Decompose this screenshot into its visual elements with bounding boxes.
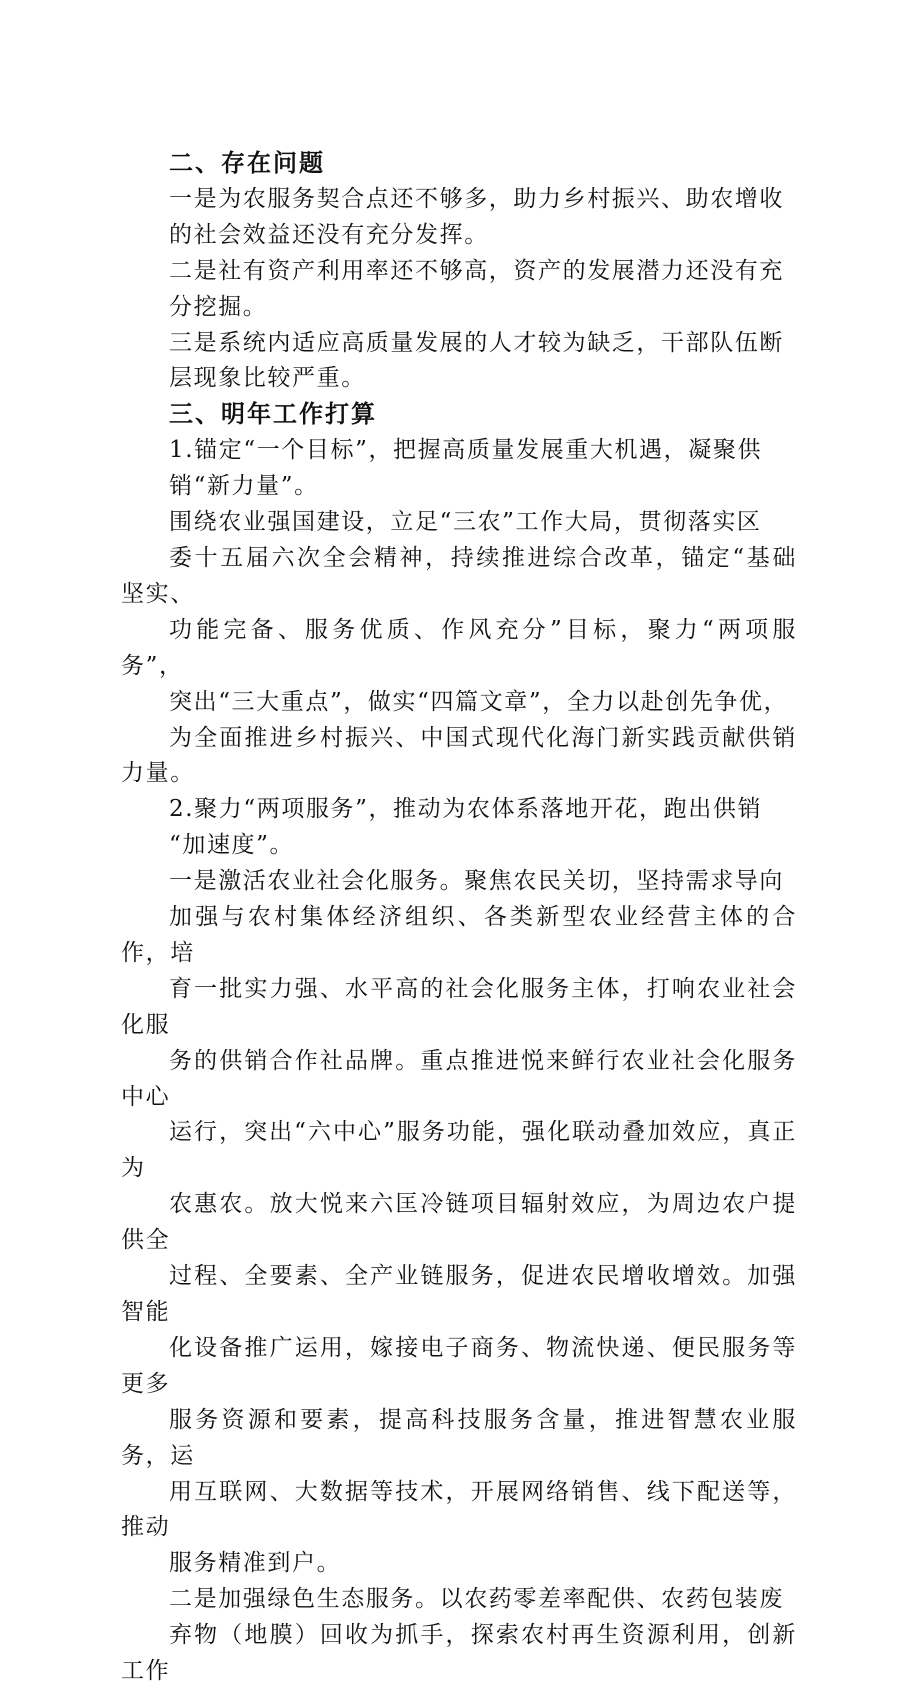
text-line: 二是加强绿色生态服务。以农药零差率配供、农药包装废 [169, 1586, 784, 1613]
text-line: 务的供销合作社品牌。重点推进悦来鲜行农业社会化服务中心 [121, 1047, 797, 1110]
text-line: 农惠农。放大悦来六匡冷链项目辐射效应，为周边农户提供全 [121, 1191, 797, 1254]
text-line: 1.锚定“一个目标”，把握高质量发展重大机遇，凝聚供 [169, 437, 763, 464]
paragraph [121, 182, 797, 254]
text-line: 2.聚力“两项服务”，推动为农体系落地开花，跑出供销 [169, 796, 763, 823]
text-line: 加强与农村集体经济组织、各类新型农业经营主体的合作，培 [121, 904, 797, 966]
paragraph [121, 254, 797, 326]
text-line: 功能完备、服务优质、作风充分”目标，聚力“两项服务”， [121, 616, 797, 679]
text-line: 二是社有资产利用率还不够高，资产的发展潜力还没有充 [169, 257, 784, 284]
text-line: 一是激活农业社会化服务。聚焦农民关切，坚持需求导向 [169, 868, 784, 895]
section-body-plan [121, 433, 797, 1690]
text-line: 分挖掘。 [169, 293, 268, 320]
text-line: 销“新力量”。 [169, 473, 319, 500]
text-line: 用互联网、大数据等技术，开展网络销售、线下配送等，推动 [121, 1478, 797, 1541]
text-line: 育一批实力强、水平高的社会化服务主体，打响农业社会化服 [121, 975, 797, 1038]
text-line: 的社会效益还没有充分发挥。 [169, 221, 489, 248]
paragraph [121, 326, 797, 398]
paragraph [121, 864, 797, 1582]
text-line: 层现象比较严重。 [169, 365, 366, 392]
text-line: 化设备推广运用，嫁接电子商务、物流快递、便民服务等更多 [121, 1334, 797, 1397]
text-line: 围绕农业强国建设，立足“三农”工作大局，贯彻落实区 [169, 509, 762, 536]
text-line: 一是为农服务契合点还不够多，助力乡村振兴、助农增收 [169, 185, 784, 212]
text-line: 突出“三大重点”，做实“四篇文章”，全力以赴创先争优， [169, 688, 789, 715]
section-heading-plan: 三、明年工作打算 [169, 400, 377, 429]
paragraph [121, 505, 797, 792]
text-line: “加速度”。 [169, 832, 295, 859]
text-line: 运行，突出“六中心”服务功能，强化联动叠加效应，真正为 [121, 1119, 797, 1182]
text-line: 三是系统内适应高质量发展的人才较为缺乏，干部队伍断 [169, 329, 784, 356]
section-body-problems [121, 182, 797, 397]
text-line: 弃物（地膜）回收为抓手，探索农村再生资源利用，创新工作 [121, 1622, 797, 1685]
text-line: 服务精准到户。 [169, 1550, 342, 1577]
paragraph [121, 792, 797, 864]
text-line: 委十五届六次全会精神，持续推进综合改革，锚定“基础坚实、 [121, 544, 797, 607]
paragraph [121, 1582, 797, 1690]
text-line: 过程、全要素、全产业链服务，促进农民增收增效。加强智能 [121, 1263, 797, 1325]
text-line: 服务资源和要素，提高科技服务含量，推进智慧农业服务，运 [121, 1406, 797, 1469]
document-page [121, 146, 797, 1690]
paragraph [121, 433, 797, 505]
text-line: 为全面推进乡村振兴、中国式现代化海门新实践贡献供销力量。 [121, 724, 797, 787]
section-heading-problems: 二、存在问题 [169, 149, 325, 177]
